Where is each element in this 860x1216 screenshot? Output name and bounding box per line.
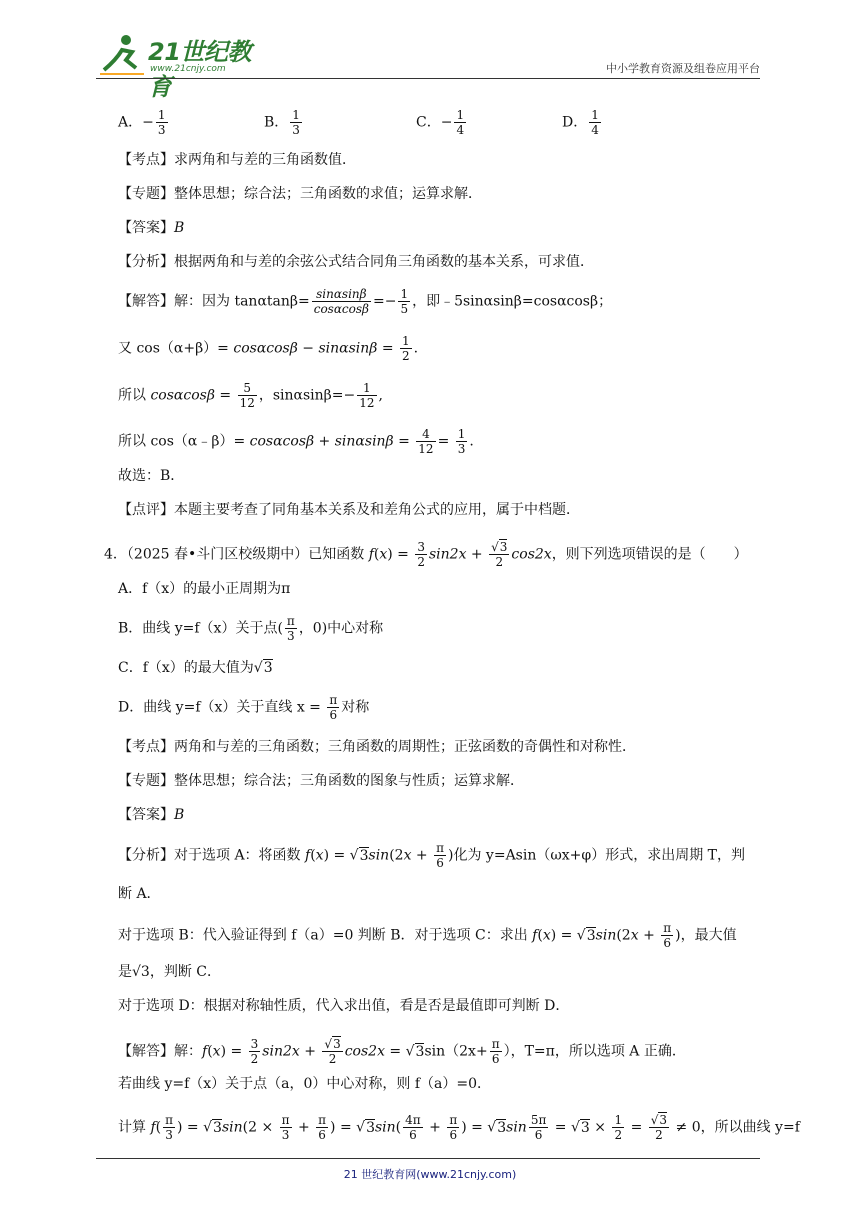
logo bbox=[96, 30, 266, 101]
q4-zhuanti: 【专题】整体思想；综合法；三角函数的图象与性质；运算求解． bbox=[118, 773, 524, 789]
q4-option-a: A．f（x）的最小正周期为π bbox=[118, 581, 291, 597]
q4-option-d: D．曲线 y=f（x）关于直线 x = $\frac{\pi}{6}$ 对称 bbox=[118, 693, 370, 722]
q3-option-c: C．− $\frac{1}{4}$ bbox=[416, 108, 465, 137]
q3-option-a: A．− $\frac{1}{3}$ bbox=[118, 108, 166, 137]
logo-url: www.21cnjy.com bbox=[150, 64, 226, 74]
q4-jieda-line2: 若曲线 y=f（x）关于点（a，0）中心对称，则 f（a）=0． bbox=[118, 1076, 492, 1092]
q3-jieda-line3: 所以 cosαcosβ = $\frac{5}{12}$ ，sinαsinβ=− $\frac{1}{12}$ , bbox=[118, 381, 383, 410]
q3-answer: 【答案】B bbox=[118, 220, 185, 236]
q4-fenxi-line4: 是√3，判断 C． bbox=[118, 964, 221, 980]
q3-jieda-line2: 又 cos（α+β）= cosαcosβ − sinαsinβ = $\frac{1}{2}$ . bbox=[118, 334, 419, 363]
q4-fenxi-line5: 对于选项 D：根据对称轴性质，代入求出值，看是否是最值即可判断 D． bbox=[118, 998, 570, 1014]
q3-kaodian: 【考点】求两角和与差的三角函数值． bbox=[118, 152, 356, 168]
q3-jieda-line4: 所以 cos（α﹣β）= cosαcosβ + sinαsinβ = $\frac{4}{12}$ = $\frac{1}{3}$ . bbox=[118, 427, 474, 456]
q3-guxuan: 故选：B． bbox=[118, 468, 185, 484]
page-header bbox=[96, 30, 760, 101]
q4-fenxi-line3: 对于选项 B：代入验证得到 f（a）=0 判断 B．对于选项 C：求出 f(x) = √3sin(2x + $\frac{\pi}{6}$ )，最大值 bbox=[118, 921, 737, 950]
q4-jieda-line1: 【解答】解：f(x) = $\frac{3}{2}$ sin2x + $\frac{√3}{2}$ cos2x = √3sin（2x+ $\frac{\pi}{6}$ ），T=π，所以选项 A 正确． bbox=[118, 1037, 686, 1066]
runner-logo-icon bbox=[96, 30, 148, 78]
footer-divider bbox=[96, 1158, 760, 1159]
q4-fenxi-line2: 断 A． bbox=[118, 886, 161, 902]
logo-text: 21世纪教育 bbox=[148, 38, 251, 101]
q3-jieda-line1: 【解答】解：因为 tanαtanβ= $\frac{\sin\alpha\sin\beta}{\cos\alpha\cos\beta}$ =− $\frac{1}{5}$ ，即﹣5sinαsinβ=cosαcosβ； bbox=[118, 287, 613, 316]
q4-jieda-line3: 计算 f( $\frac{\pi}{3}$ ) = √3sin(2 × $\frac{\pi}{3}$ + $\frac{\pi}{6}$ ) = √3sin( $\frac{4\pi}{6}$ + $\frac{\pi}{6}$ ) = √3sin $\frac{5\pi}{6}$ = √3 × $\frac{1}{2}$ = $\frac{√3}{2}$ ≠ 0，所以曲线 y=f bbox=[118, 1113, 800, 1142]
q4-fenxi-line1: 【分析】对于选项 A：将函数 f(x) = √3sin(2x + $\frac{\pi}{6}$ )化为 y=Asin（ωx+φ）形式，求出周期 T，判 bbox=[118, 841, 745, 870]
q4-stem: 4．（2025 春•斗门区校级期中）已知函数 f(x) = $\frac{3}{2}$ sin2x + $\frac{√3}{2}$ cos2x，则下列选项错误的是（ ） bbox=[104, 540, 748, 569]
q4-answer: 【答案】B bbox=[118, 807, 185, 823]
q3-option-b: B． $\frac{1}{3}$ bbox=[264, 108, 300, 137]
q4-option-c: C．f（x）的最大值为√3 bbox=[118, 660, 273, 676]
q4-kaodian: 【考点】两角和与差的三角函数；三角函数的周期性；正弦函数的奇偶性和对称性． bbox=[118, 739, 636, 755]
header-divider bbox=[96, 78, 760, 79]
q3-zhuanti: 【专题】整体思想；综合法；三角函数的求值；运算求解． bbox=[118, 186, 482, 202]
q3-fenxi: 【分析】根据两角和与差的余弦公式结合同角三角函数的基本关系，可求值． bbox=[118, 254, 594, 270]
q3-dianping: 【点评】本题主要考查了同角基本关系及和差角公式的应用，属于中档题． bbox=[118, 502, 580, 518]
q3-option-d: D． $\frac{1}{4}$ bbox=[562, 108, 599, 137]
platform-title: 中小学教育资源及组卷应用平台 bbox=[606, 62, 760, 75]
footer-text: 21 世纪教育网(www.21cnjy.com) bbox=[343, 1168, 517, 1181]
q4-option-b: B．曲线 y=f（x）关于点( $\frac{\pi}{3}$ ，0)中心对称 bbox=[118, 614, 384, 643]
